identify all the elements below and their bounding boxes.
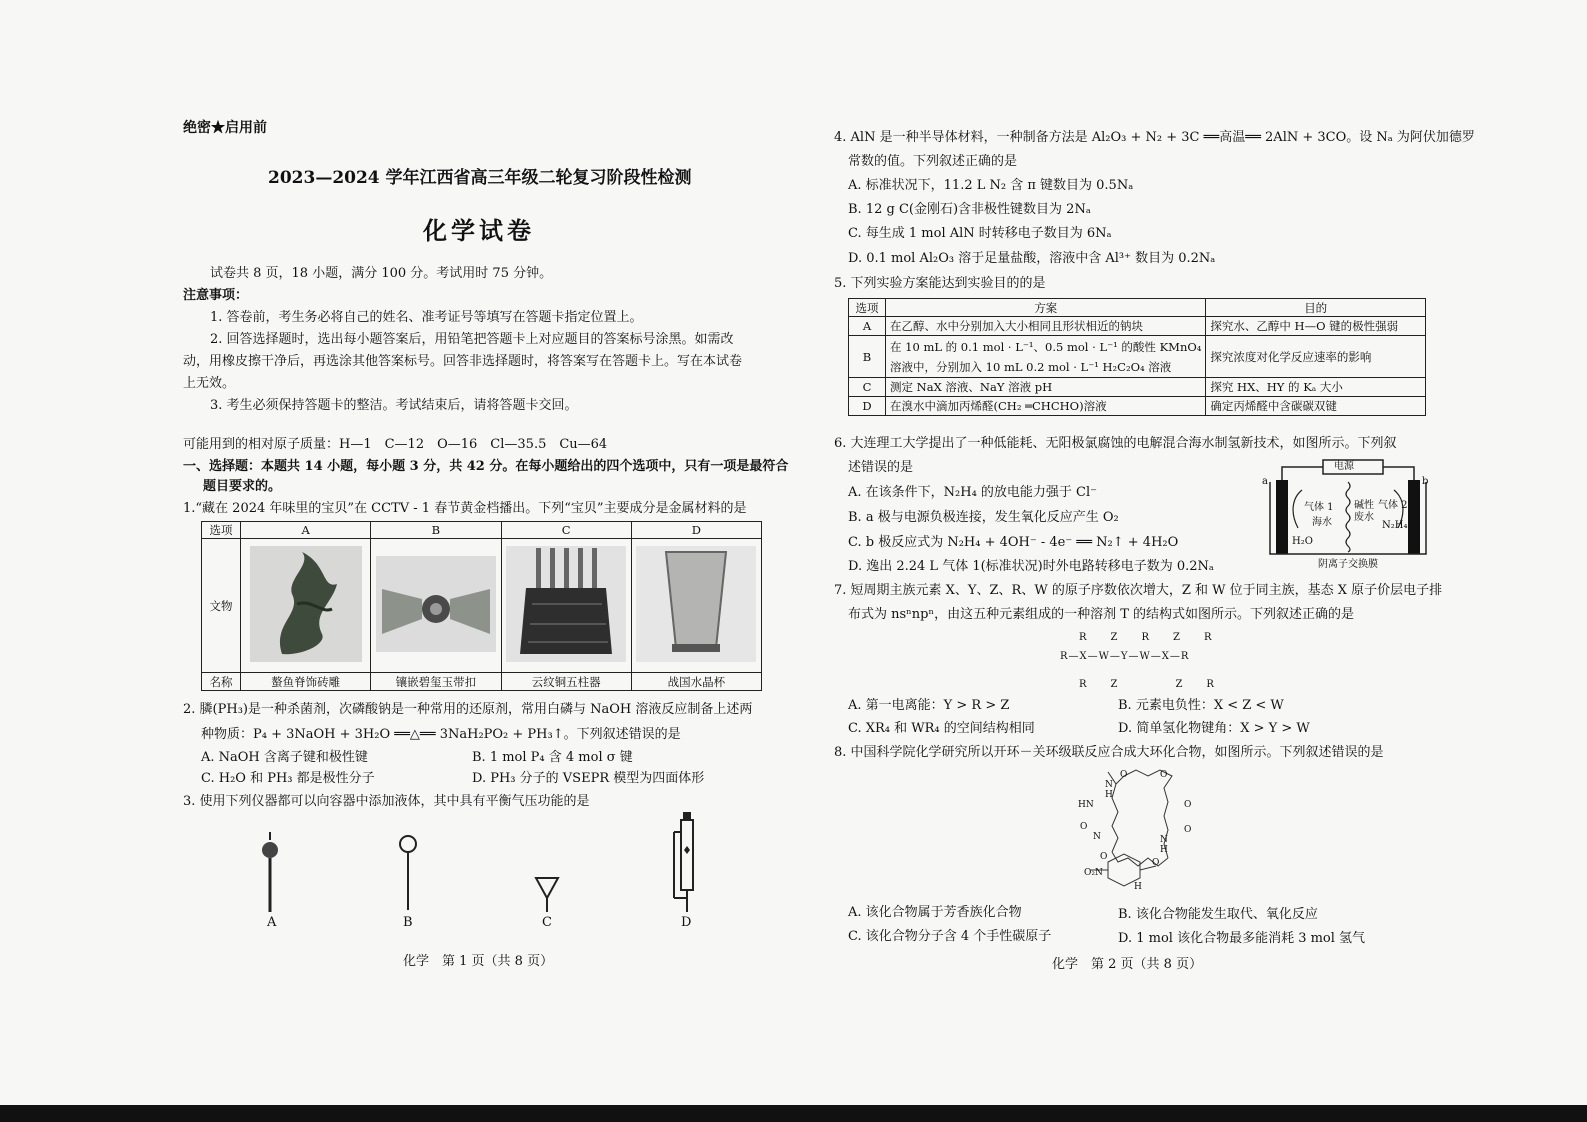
atom-o4: O	[1184, 800, 1192, 810]
q4-option-b: B. 12 g C(金刚石)含非极性键数目为 2Nₐ	[848, 202, 1091, 217]
q4-option-a: A. 标准状况下，11.2 L N₂ 含 π 键数目为 0.5Nₐ	[848, 178, 1134, 193]
q2-option-a: A. NaOH 含离子键和极性键	[201, 750, 368, 765]
struct-top: R Z R Z R	[1079, 632, 1219, 643]
q5-h-plan: 方案	[886, 299, 1206, 317]
q5-b-plan-2: 溶液中，分别加入 10 mL 0.2 mol · L⁻¹ H₂C₂O₄ 溶液	[890, 359, 1172, 374]
atom-no2: O₂N	[1084, 868, 1103, 878]
notice-2: 2. 回答选择题时，选出每小题答案后，用铅笔把答题卡上对应题目的答案标号涂黑。如需改	[210, 332, 734, 347]
q6-option-c: C. b 极反应式为 N₂H₄ + 4OH⁻ - 4e⁻ ══ N₂↑ + 4H₂O	[848, 535, 1179, 550]
scan-bottom-edge	[0, 1105, 1587, 1122]
q1-header-item: 文物	[202, 539, 241, 673]
q5-b-goal: 探究浓度对化学反应速率的影响	[1206, 336, 1426, 378]
q6-option-b: B. a 极与电源负极连接，发生氧化反应产生 O₂	[848, 510, 1119, 525]
notice-1: 1. 答卷前，考生务必将自己的姓名、准考证号等填写在答题卡指定位置上。	[210, 310, 643, 325]
fig-n2h4: N₂H₄	[1382, 520, 1408, 531]
fig-gas2: 气体 2	[1378, 500, 1408, 511]
q5-c-key: C	[849, 378, 886, 397]
atom-n2: N	[1160, 835, 1168, 845]
fig-alkaline-1: 碱性	[1354, 500, 1374, 511]
exam-title: 2023—2024 学年江西省高三年级二轮复习阶段性检测	[268, 168, 692, 188]
atom-o2: O	[1160, 770, 1168, 780]
q6-option-d: D. 逸出 2.24 L 气体 1(标准状况)时外电路转移电子数为 0.2Nₐ	[848, 559, 1214, 574]
q4-stem-1: 4. AlN 是一种半导体材料，一种制备方法是 Al₂O₃ + N₂ + 3C ══高温══ 2AlN + 3CO。设 Nₐ 为阿伏加德罗	[834, 130, 1475, 145]
q7-option-b: B. 元素电负性：X < Z < W	[1118, 698, 1284, 713]
q1-col-a: A	[241, 522, 371, 539]
q5-d-plan: 在溴水中滴加丙烯醛(CH₂ ═CHCHO)溶液	[886, 397, 1206, 416]
atom-hn: HN	[1078, 800, 1094, 810]
atomic-masses: 可能用到的相对原子质量：H—1 C—12 O—16 Cl—35.5 Cu—64	[183, 437, 608, 452]
q3-label-a: A	[267, 915, 277, 930]
q7-stem-2: 布式为 nsⁿnpⁿ，由这五种元素组成的一种溶剂 T 的结构式如图所示。下列叙述正确的是	[848, 607, 1355, 622]
q1-header-option: 选项	[202, 522, 241, 539]
q5-row-a	[849, 317, 1426, 336]
q5-b-key: B	[849, 336, 886, 378]
artifact-a-name: 螯鱼脊饰砖雕	[241, 673, 371, 691]
artifact-c-bronze-pillars	[502, 544, 630, 664]
q5-c-goal: 探究 HX、HY 的 Kₐ 大小	[1206, 378, 1426, 397]
q5-a-key: A	[849, 317, 886, 336]
q2-option-b: B. 1 mol P₄ 含 4 mol σ 键	[472, 750, 633, 765]
q5-row-d	[849, 397, 1426, 416]
q1-header-name: 名称	[202, 673, 241, 691]
electrolysis-diagram	[1262, 458, 1429, 570]
funnel-b-icon	[393, 834, 423, 914]
fig-power: 电源	[1334, 461, 1354, 472]
q1-table	[201, 521, 762, 691]
q6-stem-1: 6. 大连理工大学提出了一种低能耗、无阳极氯腐蚀的电解混合海水制氢新技术，如图所示。下列叙	[834, 436, 1397, 451]
q2-stem-1: 2. 膦(PH₃)是一种杀菌剂，次磷酸钠是一种常用的还原剂，常用白磷与 NaOH 溶液反应制备上述两	[183, 702, 753, 717]
q8-option-d: D. 1 mol 该化合物最多能消耗 3 mol 氢气	[1118, 931, 1366, 946]
q5-row-c	[849, 378, 1426, 397]
q5-table	[848, 298, 1426, 416]
q3-label-c: C	[542, 915, 552, 930]
q1-col-d: D	[631, 522, 761, 539]
atom-o6: O	[1100, 852, 1108, 862]
artifact-d-crystal-cup	[632, 544, 760, 664]
q1-col-c: C	[501, 522, 631, 539]
artifact-b-jade-buckle	[372, 544, 500, 664]
q5-d-key: D	[849, 397, 886, 416]
q7-option-a: A. 第一电离能：Y > R > Z	[848, 698, 1010, 713]
q2-option-d: D. PH₃ 分子的 VSEPR 模型为四面体形	[472, 771, 705, 786]
struct-bot: R Z Z R	[1079, 679, 1221, 690]
atom-h2: H	[1160, 845, 1168, 855]
q1-stem: 1.“藏在 2024 年味里的宝贝”在 CCTV - 1 春节黄金档播出。下列“宝贝”主要成分是金属材料的是	[183, 501, 747, 516]
q6-option-a: A. 在该条件下，N₂H₄ 的放电能力强于 Cl⁻	[848, 485, 1098, 500]
q5-h-goal: 目的	[1206, 299, 1426, 317]
q5-b-plan-1: 在 10 mL 的 0.1 mol · L⁻¹、0.5 mol · L⁻¹ 的酸性 KMnO₄	[890, 339, 1202, 354]
artifact-a-brick-carving	[242, 544, 370, 664]
constant-pressure-funnel-d-icon	[670, 810, 704, 914]
footer-left: 化学 第 1 页（共 8 页）	[403, 954, 554, 969]
fig-seawater: 海水	[1312, 517, 1332, 528]
artifact-c-name: 云纹铜五柱器	[501, 673, 631, 691]
q5-h-option: 选项	[849, 299, 886, 317]
subject-title: 化学试卷	[423, 216, 535, 245]
q7-stem-1: 7. 短周期主族元素 X、Y、Z、R、W 的原子序数依次增大，Z 和 W 位于同主族，基态 X 原子价层电子排	[834, 583, 1443, 598]
notice-2c: 上无效。	[183, 376, 236, 391]
atom-n1: N	[1105, 780, 1113, 790]
atom-n3: N	[1093, 832, 1101, 842]
notice-3: 3. 考生必须保持答题卡的整洁。考试结束后，请将答题卡交回。	[210, 398, 578, 413]
q3-stem: 3. 使用下列仪器都可以向容器中添加液体，其中具有平衡气压功能的是	[183, 794, 590, 809]
q8-option-b: B. 该化合物能发生取代、氧化反应	[1118, 907, 1318, 922]
artifact-b-name: 镶嵌碧玺玉带扣	[371, 673, 501, 691]
atom-o5: O	[1184, 825, 1192, 835]
funnel-c-icon	[532, 876, 562, 914]
section-1-heading-2: 题目要求的。	[203, 479, 282, 494]
q5-row-b	[849, 336, 1426, 378]
footer-right: 化学 第 2 页（共 8 页）	[1052, 957, 1203, 972]
q3-label-d: D	[681, 915, 692, 930]
q5-a-goal: 探究水、乙醇中 H—O 键的极性强弱	[1206, 317, 1426, 336]
q4-option-c: C. 每生成 1 mol AlN 时转移电子数目为 6Nₐ	[848, 226, 1112, 241]
fig-membrane: 阴离子交换膜	[1318, 559, 1378, 570]
atom-o7: O	[1152, 858, 1160, 868]
atom-h1: H	[1105, 790, 1113, 800]
atom-h3: H	[1134, 882, 1142, 892]
dropper-a-icon	[255, 830, 285, 914]
q8-option-c: C. 该化合物分子含 4 个手性碳原子	[848, 929, 1052, 944]
fig-h2o: H₂O	[1292, 536, 1313, 547]
q2-stem-2: 种物质：P₄ + 3NaOH + 3H₂O ══△══ 3NaH₂PO₂ + PH₃↑。下列叙述错误的是	[201, 727, 681, 742]
q5-d-goal: 确定丙烯醛中含碳碳双键	[1206, 397, 1426, 416]
notice-2b: 动，用橡皮擦干净后，再选涂其他答案标号。回答非选择题时，将答案写在答题卡上。写在本试卷	[183, 354, 743, 369]
atom-o3: O	[1080, 822, 1088, 832]
section-1-heading: 一、选择题：本题共 14 小题，每小题 3 分，共 42 分。在每小题给出的四个选项中，只有一项是最符合	[183, 459, 789, 474]
q8-option-a: A. 该化合物属于芳香族化合物	[848, 905, 1022, 920]
struct-mid: R—X—W—Y—W—X—R	[1060, 651, 1190, 662]
q5-a-plan: 在乙醇、水中分别加入大小相同且形状相近的钠块	[886, 317, 1206, 336]
q3-label-b: B	[403, 915, 413, 930]
q6-stem-2: 述错误的是	[848, 460, 914, 475]
fig-electrode-a: a	[1262, 476, 1268, 487]
notice-heading: 注意事项：	[183, 288, 249, 303]
q4-option-d: D. 0.1 mol Al₂O₃ 溶于足量盐酸，溶液中含 Al³⁺ 数目为 0.2Nₐ	[848, 251, 1216, 266]
q2-option-c: C. H₂O 和 PH₃ 都是极性分子	[201, 771, 375, 786]
artifact-d-name: 战国水晶杯	[631, 673, 761, 691]
q5-c-plan: 测定 NaX 溶液、NaY 溶液 pH	[886, 378, 1206, 397]
fig-electrode-b: b	[1422, 476, 1429, 487]
q7-option-c: C. XR₄ 和 WR₄ 的空间结构相同	[848, 721, 1035, 736]
fig-alkaline-2: 废水	[1354, 512, 1374, 523]
q7-option-d: D. 简单氢化物键角：X > Y > W	[1118, 721, 1310, 736]
q5-stem: 5. 下列实验方案能达到实验目的的是	[834, 276, 1046, 291]
exam-intro: 试卷共 8 页，18 小题，满分 100 分。考试用时 75 分钟。	[210, 266, 553, 281]
fig-gas1: 气体 1	[1304, 502, 1334, 513]
q8-stem: 8. 中国科学院化学研究所以开环－关环级联反应合成大环化合物，如图所示。下列叙述错误的是	[834, 745, 1384, 760]
confidential-mark: 绝密★启用前	[183, 120, 267, 136]
q4-stem-2: 常数的值。下列叙述正确的是	[848, 154, 1018, 169]
q1-col-b: B	[371, 522, 501, 539]
atom-o1: O	[1120, 770, 1128, 780]
